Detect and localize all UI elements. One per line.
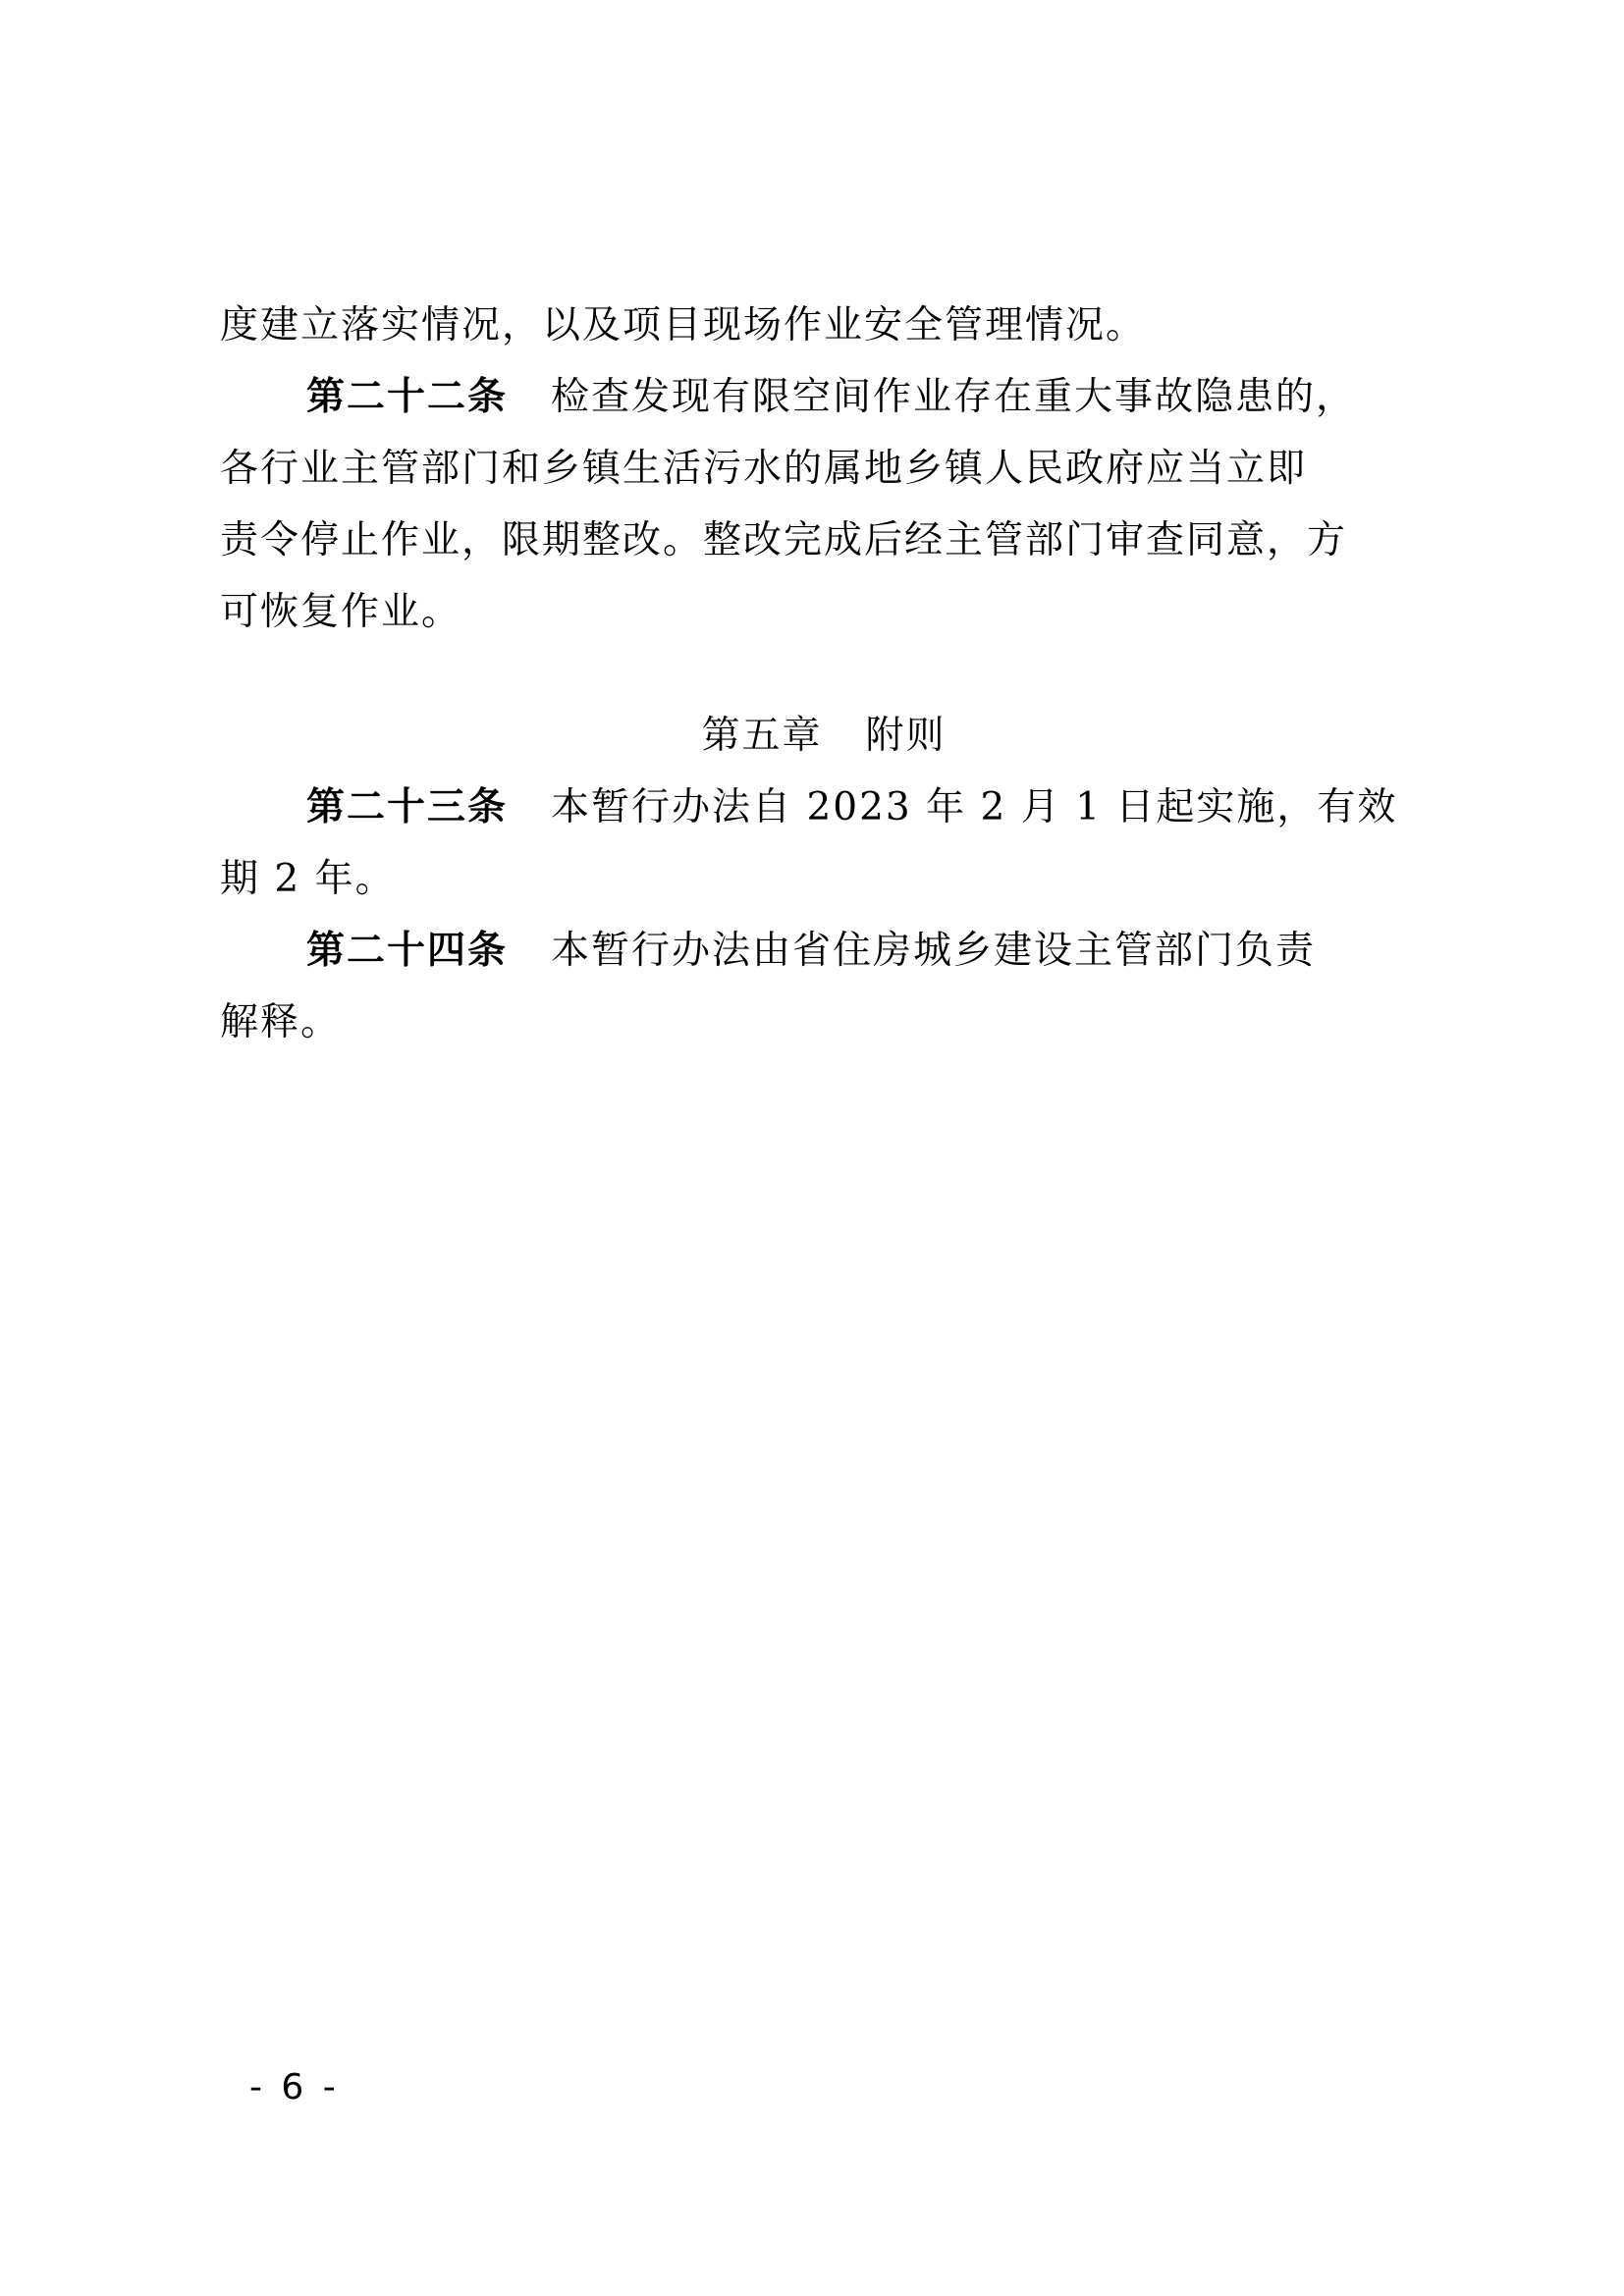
article-23-text-e: 期 [220, 857, 261, 901]
article-23-text-c: 月 [1020, 785, 1061, 829]
article-22-block [220, 290, 1428, 648]
article-23-heading: 第二十三条 [306, 785, 509, 829]
article-22-line-4: 可恢复作业。 [220, 590, 462, 634]
chapter-heading [220, 700, 1428, 772]
article-24-line-1 [220, 915, 1428, 987]
article-24-line-2: 解释。 [220, 1000, 342, 1044]
article-22-line-3: 责令停止作业，限期整改。整改完成后经主管部门审查同意，方 [220, 518, 1348, 562]
article-23-text-b: 年 [926, 785, 967, 829]
article-23-text-a: 本暂行办法自 [551, 785, 793, 829]
chapter-subtitle: 附则 [865, 714, 947, 758]
article-23-month: 2 [980, 785, 1007, 829]
article-24-text-1: 本暂行办法由省住房城乡建设主管部门负责 [551, 929, 1317, 973]
page-number: - 6 - [249, 2067, 340, 2108]
article-24-heading: 第二十四条 [306, 929, 509, 973]
article-21-tail-line: 度建立落实情况，以及项目现场作业安全管理情况。 [220, 303, 1147, 347]
article-23-text-f: 年。 [314, 857, 396, 901]
article-22-heading: 第二十二条 [306, 375, 509, 419]
article-22-text-1: 检查发现有限空间作业存在重大事故隐患的， [551, 375, 1357, 419]
article-23-years: 2 [274, 857, 301, 901]
article-23-line-1 [220, 772, 1428, 843]
article-23-year: 2023 [806, 785, 912, 829]
article-23-24-block [220, 772, 1428, 1058]
article-23-line-2 [220, 843, 1428, 915]
article-22-line-2: 各行业主管部门和乡镇生活污水的属地乡镇人民政府应当立即 [220, 447, 1308, 491]
article-23-text-d: 日起实施，有效 [1115, 785, 1398, 829]
chapter-title: 第五章 [701, 714, 823, 758]
article-23-day: 1 [1075, 785, 1103, 829]
article-22-line-1 [220, 361, 1428, 433]
